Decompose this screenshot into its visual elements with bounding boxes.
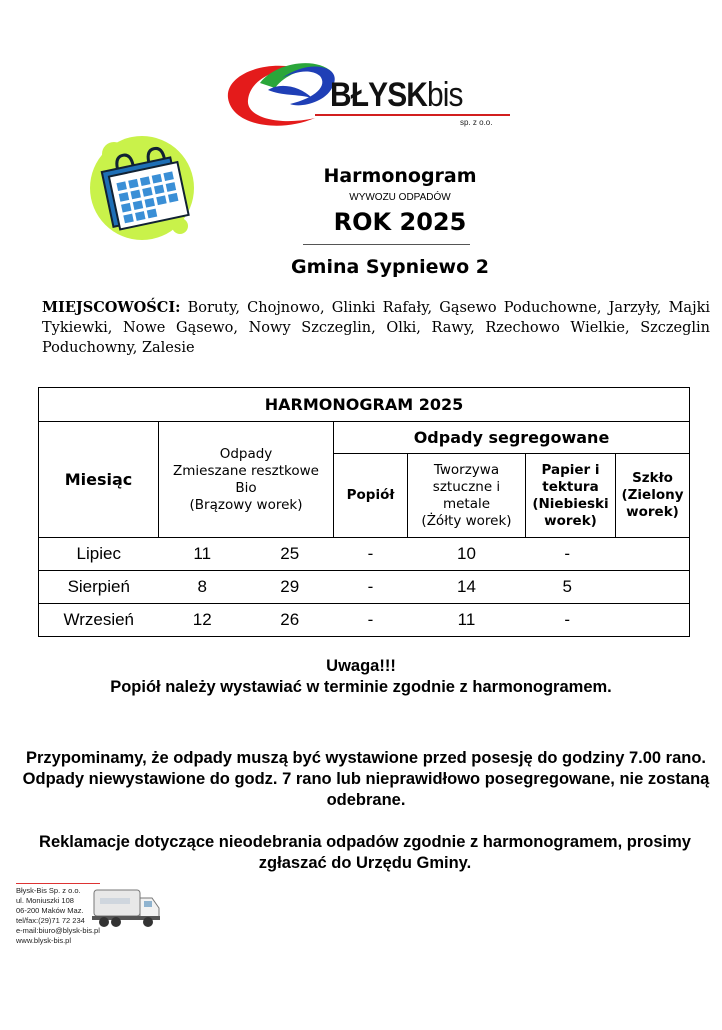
schedule-table [38, 387, 690, 637]
contact-line: ul. Moniuszki 108 [16, 896, 74, 905]
header-mixed-line: Odpady [219, 445, 273, 462]
row-plastic: 14 [408, 571, 526, 604]
row-month: Wrzesień [39, 604, 159, 637]
header-paper-line: (Niebieski [532, 495, 609, 512]
heading-divider [303, 244, 470, 245]
ash-warning [0, 656, 722, 698]
document-title: Harmonogram [323, 165, 477, 187]
header-glass [616, 454, 690, 538]
header-paper-line: worek) [544, 512, 597, 529]
contact-line: e-mail:biuro@blysk-bis.pl [16, 926, 100, 935]
row-ash: - [334, 538, 408, 571]
contact-line: 06-200 Maków Maz. [16, 906, 84, 915]
row-paper-glass: - [526, 538, 690, 571]
row-mixed-date-1: 11 [159, 538, 247, 571]
row-mixed-date-2: 25 [246, 538, 334, 571]
header-month: Miesiąc [39, 422, 159, 538]
logo-name [330, 76, 463, 115]
header-mixed-line: Bio [235, 479, 257, 496]
row-mixed-date-1: 8 [159, 571, 247, 604]
row-paper-glass: - [526, 604, 690, 637]
table-caption: HARMONOGRAM 2025 [39, 388, 690, 422]
warning-text: Popiół należy wystawiać w terminie zgodnie z harmonogramem. [110, 678, 612, 696]
row-month: Sierpień [39, 571, 159, 604]
logo-name-suffix: bis [427, 76, 463, 114]
row-plastic: 10 [408, 538, 526, 571]
document-subtitle: WYWOZU ODPADÓW [349, 192, 451, 203]
contact-line: www.blysk-bis.pl [16, 936, 72, 945]
table-row [39, 604, 690, 637]
header-plastic [408, 454, 526, 538]
header-plastic-line: (Żółty worek) [421, 512, 512, 529]
row-plastic: 11 [408, 604, 526, 637]
row-ash: - [334, 571, 408, 604]
header-glass-line: (Zielony [621, 487, 684, 503]
localities-paragraph [42, 298, 710, 358]
contact-line: tel/fax:(29)71 72 234 [16, 916, 85, 925]
header-mixed-line: Zmieszane resztkowe [173, 462, 319, 479]
warning-title: Uwaga!!! [326, 657, 396, 675]
header-segregated: Odpady segregowane [334, 422, 690, 454]
header-glass-line: Szkło [632, 470, 673, 486]
company-contact [16, 886, 100, 946]
complaints-text: Reklamacje dotyczące nieodebrania odpadów zgodnie z harmonogramem, prosimy zgłaszać do Urzędu Gminy. [39, 833, 691, 872]
company-logo [220, 48, 520, 130]
footer-divider [16, 883, 100, 884]
header-paper [526, 454, 616, 538]
header-plastic-line: metale [442, 495, 491, 512]
header-plastic-line: sztuczne i [432, 478, 501, 495]
header-paper-line: tektura [542, 478, 599, 495]
calendar-icon [84, 126, 200, 242]
reminder-text: Przypominamy, że odpady muszą być wystawione przed posesję do godziny 7.00 rano. Odpady niewystawione do godz. 7 rano lub nieprawidłowo posegregowane, nie zostaną odebrane. [22, 749, 710, 809]
header-mixed-waste [159, 422, 334, 538]
header-glass-line: worek) [626, 504, 679, 520]
document-year: ROK 2025 [333, 208, 467, 236]
header-ash: Popiół [334, 454, 408, 538]
garbage-truck-icon [90, 884, 162, 930]
row-mixed-date-2: 29 [246, 571, 334, 604]
logo-name-main: BŁYSK [330, 76, 428, 114]
header-plastic-line: Tworzywa [433, 461, 500, 478]
row-mixed-date-2: 26 [246, 604, 334, 637]
row-ash: - [334, 604, 408, 637]
table-row [39, 538, 690, 571]
header-paper-line: Papier i [541, 461, 600, 478]
table-row [39, 571, 690, 604]
localities-label: MIEJSCOWOŚCI: [42, 299, 181, 316]
row-paper-glass: 5 [526, 571, 690, 604]
row-month: Lipiec [39, 538, 159, 571]
header-mixed-line: (Brązowy worek) [189, 496, 303, 513]
contact-line: Błysk-Bis Sp. z o.o. [16, 886, 81, 895]
localities-list: Boruty, Chojnowo, Glinki Rafały, Gąsewo Poduchowne, Jarzyły, Majki Tykiewki, Nowe Gąsewo, Nowy Szczeglin, Olki, Rawy, Rzechowo Wielkie, Szczeglin Poduchowny, Zalesie [42, 300, 710, 356]
logo-subtitle: sp. z o.o. [460, 118, 493, 127]
gmina-name: Gmina Sypniewo 2 [291, 256, 489, 278]
row-mixed-date-1: 12 [159, 604, 247, 637]
